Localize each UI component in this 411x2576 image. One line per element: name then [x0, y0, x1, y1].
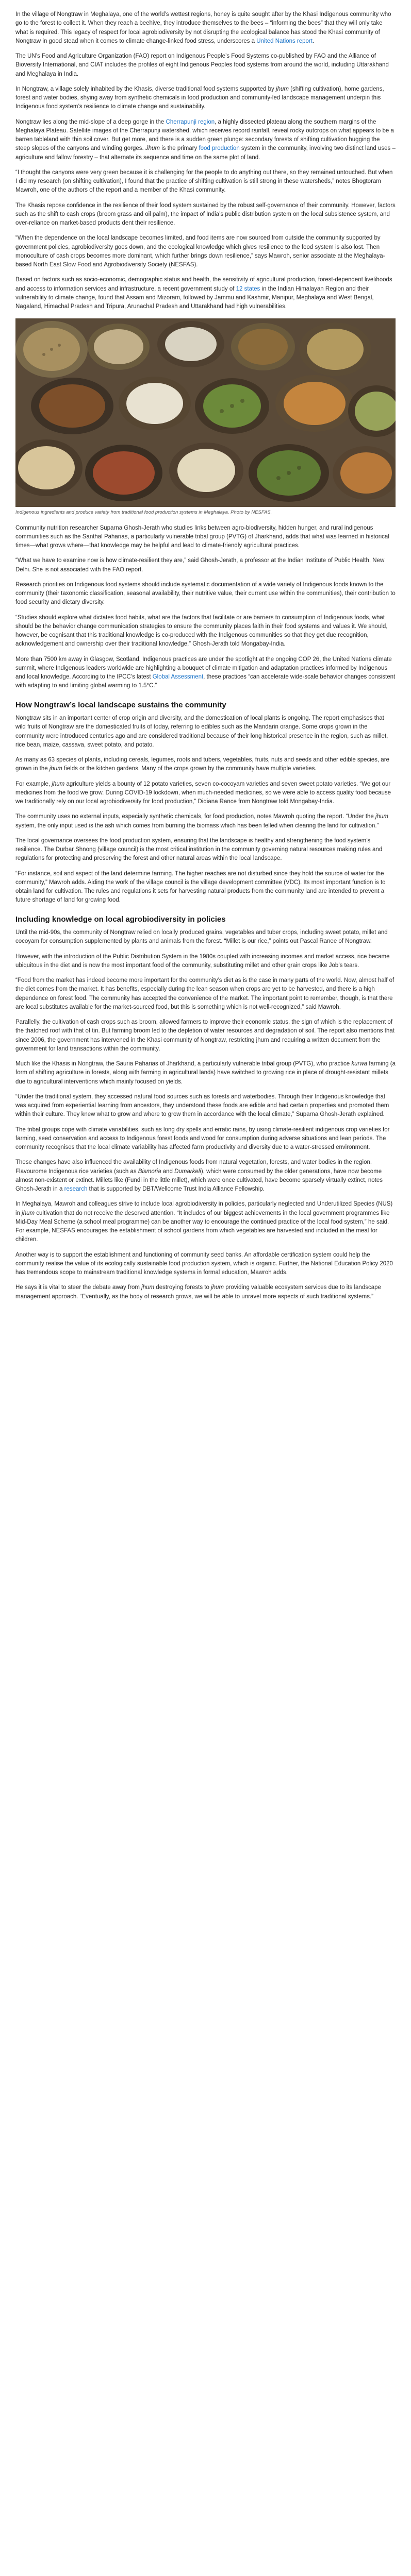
paragraph-text: Until the mid-90s, the community of Nongtraw relied on locally produced grains, vegetables and tuber crops, including sweet potato, millet and cocoyam for consumption supplemented by plants and animals from the forest. “Millet is our rice,” points out Pascal Ranee of Nongtraw. — [15, 929, 388, 945]
paragraph-text: Community nutrition researcher Suparna Ghosh-Jerath who studies links between agro-biodiversity, hidden hunger, and rural indigenous communities such as the Santhal Paharias, a particularly vulnerable tribal group (PVTG) of Jharkhand, adds that what was learned in historical times—what grows where—that knowledge may be helpful and lead to climate-friendly agricultural practices. — [15, 524, 389, 549]
paragraph-text: “When the dependence on the local landscape becomes limited, and food items are now sourced from outside the community supported by government policies, agrobiodiversity goes down, and the ecological knowledge which gives resilience to the food system is also lost. Then monoculture of cash crops becomes more dominant, which further brings down resilience,” says Mawroh, senior associate at the Meghalaya-based North East Slow Food and Agrobiodiversity Society (NESFAS). — [15, 235, 385, 268]
paragraph-text: agriculture yields a bounty of 12 potato varieties, seven co-cocoyam varieties and seven sweet potato varieties. “We got our medicines from the food we grow. During COVID-19 lockdown, when much-needed medicines, so we were able to access quality food because we traditionally rely on our local agrobiodiversity for food production,” Didiana Rance from Nongtraw told Mongabay-India. — [15, 781, 391, 805]
paragraph — [15, 1283, 396, 1301]
paragraph-text: in the Indian Himalayan Region and their vulnerability to climate change, found that Assam and Mizoram, followed by Jammu and Kashmir, Manipur, Meghalaya and West Bengal, Nagaland, Himachal Pradesh and Tripura, Arunachal Pradesh and Uttarakhand had high vulnerabilities. — [15, 285, 374, 310]
paragraph — [15, 870, 396, 905]
italic-term: jhum — [49, 766, 62, 772]
paragraph-text: , a highly dissected plateau along the southern margins of the Meghalaya Plateau. Satellite images of the Cherrapunji watershed, which receives record rainfall, reveal rocky outcrops on what appears to be a barren tableland with thin soil cover. But get more, and there is a sudden green plunge: secondary forests of shifting cultivation hugging the steep slopes of the canyons and winding gorges. — [15, 118, 394, 152]
inline-link[interactable]: 12 states — [236, 285, 260, 292]
italic-term: Bismoria — [138, 1168, 161, 1175]
paragraph — [15, 655, 396, 691]
paragraph-text: The community uses no external inputs, especially synthetic chemicals, for food production, notes Mawroh quoting the report. “Under the — [15, 814, 376, 820]
paragraph-text: In Meghalaya, Mawroh and colleagues strive to include local agrobiodiversity in policies, particularly neglected and Underutilized Species (NUS) in — [15, 1201, 393, 1216]
paragraph — [15, 52, 396, 79]
paragraph-text: ), which were consumed by the older generations, have now become almost non-existent or extinct. Millets like (Fundi in the little millet), which were once cultivated, have become sparsely virtually extinct, notes Ghosh-Jerath in a — [15, 1168, 383, 1192]
paragraph — [15, 234, 396, 269]
inline-link[interactable]: Global Assessment — [152, 674, 204, 680]
paragraph-text: The tribal groups cope with climate variabilities, such as long dry spells and erratic rains, by using climate-resilient indigenous crop varieties for farming, seed conservation and access to Indigenous forest foods and wood for consumption during adverse situations and lean periods. The community recognises that the local climate variability has affected farm productivity and diversity due to a water-stressed environment. — [15, 1126, 390, 1150]
italic-term: Jhum — [145, 145, 160, 152]
italic-term: jhum — [22, 1210, 35, 1216]
section-heading-landscape: How Nongtraw’s local landscape sustains the community — [15, 700, 226, 709]
paragraph — [15, 10, 396, 46]
paragraph — [15, 928, 396, 946]
italic-term: jhum — [141, 1284, 155, 1291]
paragraph-text: fields or the kitchen gardens. Many of the crops grown by the community have multiple varieties. — [62, 766, 317, 772]
paragraph-text: The local governance oversees the food production system, ensuring that the landscape is healthy and strengthening the food system’s resilience. The Durbar Shnong (village council) is the most critical institution in the community governing natural resources making rules and regulations for protecting and preserving the forest and other natural areas within the local landscape. — [15, 837, 383, 862]
paragraph-text: However, with the introduction of the Public Distribution System in the 1980s coupled with increasing incomes and market access, rice became ubiquitous in the diet and is now the most important food of the community, substituting millet and other grain crops like Job’s tears. — [15, 953, 390, 969]
paragraph-text: cultivation that do not receive the deserved attention. “It includes of our biggest achievements in the local government programmes like Mid-Day Meal Scheme (a school meal programme) can be another way to encourage the continued practice of the local food system,” he said. For example, NESFAS encourages the establishment of school gardens from which vegetables are harvested and included in the meal for children. — [15, 1210, 390, 1243]
figure-caption: Indigenous ingredients and produce variety from traditional food production systems in Meghalaya. Photo by NESFAS. — [15, 510, 272, 516]
section-heading-policies: Including knowledge on local agrobiodiversity in policies — [15, 914, 226, 924]
paragraph-text: In Nongtraw, a village solely inhabited by the Khasis, diverse traditional food systems supported by — [15, 86, 276, 92]
paragraph-text: that is supported by DBT/Wellcome Trust India Alliance Fellowship. — [87, 1186, 265, 1192]
paragraph-text: The UN’s Food and Agriculture Organization (FAO) report on Indigenous People’s Food Systems co-published by FAO and the Alliance of Bioversity International, and CIAT includes the profiles of eight Indigenous Peoples food systems from around the world, including Uttarakhand and Meghalaya in India. — [15, 53, 389, 77]
paragraph — [15, 581, 396, 607]
paragraph-text: The Khasis repose confidence in the resilience of their food system sustained by the robust self-governance of their community. However, factors such as the shift to cash crops (broom grass and oil palm), the impact of India’s public distribution system on the local subsistence system, and over-reliance on market-based products dent their resilience. — [15, 202, 396, 226]
paragraph-text: Another way is to support the establishment and functioning of community seed banks. An affordable certification system could help the community realise the value of its ecologically sustainable food production system, which is organic. Further, the National Education Policy 2020 has tremendous scope to mainstream traditional knowledge systems in formal education, Mawroh adds. — [15, 1251, 393, 1276]
paragraph-text: (shifting cultivation), home gardens, forest and water bodies, shying away from synthetic chemicals in food production and community-led landscape management underpin this Indigenous food system’s resilience to climate change and sustainability. — [15, 86, 384, 110]
paragraph — [15, 1158, 396, 1194]
paragraph-text: . — [312, 38, 315, 44]
paragraph-text: “Studies should explore what dictates food habits, what are the factors that facilitate or are barriers to consumption of Indigenous foods, what should be the behavior change communication strategies to ensure the community places faith in their food systems and values it. We should, however, be cognisant that this traditional knowledge is co-produced with the Indigenous communities so that they get due recognition, acknowledgement and ownership over their traditional knowledge,” Ghosh-Jerath told Mongabay-India. — [15, 614, 388, 648]
paragraph-text: As many as 63 species of plants, including cereals, legumes, roots and tubers, vegetables, fruits, nuts and seeds and other edible species, are grown in the — [15, 757, 389, 772]
italic-term: jhum — [375, 814, 388, 820]
paragraph-text: For example, — [15, 781, 52, 787]
paragraph-text: system in the community, involving two distinct land uses – agriculture and fallow forestry – that alternate its sequence and time on the same plot of land. — [15, 145, 396, 161]
food-produce-photo — [15, 318, 396, 507]
paragraph — [15, 85, 396, 112]
paragraph — [15, 1200, 396, 1244]
paragraph — [15, 1060, 396, 1087]
paragraph-text: “Under the traditional system, they accessed natural food sources such as forests and waterbodies. Through their Indigenous knowledge that was acquired from experiential learning from ancestors, they understood these foods are edible and had certain properties and promoted them within their culture. They knew what to grow and where to grow them in accordance with the local climate,” Suparna Ghosh-Jerath explained. — [15, 1093, 389, 1118]
inline-link[interactable]: research — [64, 1186, 88, 1192]
paragraph-text: “I thought the canyons were very green because it is challenging for the people to do anything out there, so they remained untouched. But when I did my research (on shifting cultivation), I found that the practice of shifting cultivation is still strong in these watersheds,” notes Bhogtoram Mawroh, one of the authors of the report and a member of the Khasi community. — [15, 169, 393, 194]
paragraph-text: Nongtraw lies along the mid-slope of a deep gorge in the — [15, 118, 166, 125]
italic-term: jhum — [52, 781, 65, 787]
paragraph-text: “Food from the market has indeed become more important for the community’s diet as is the case in many parts of the world. Now, almost half of the diet comes from the market. It has benefits, especially during the lean season when crops are yet to be harvested, and there is a high dependence on forest food. The community has accepted the convenience of the market. The important point to remember, though, is that there are local substitutes available for the market-sourced food, but this is something which is not well-recognized,” said Mawroh. — [15, 977, 394, 1010]
paragraph — [15, 1018, 396, 1054]
section-landscape-body — [15, 714, 396, 905]
paragraph-text: is the primary — [160, 145, 199, 152]
paragraph-text: These changes have also influenced the availability of Indigenous foods from natural vegetation, forests, and water bodies in the region. Flavourome Indigenous rice varieties (such as — [15, 1159, 372, 1175]
paragraph-text: destroying forests to — [154, 1284, 211, 1291]
paragraph-text: Much like the Khasis in Nongtraw, the Sauria Paharias of Jharkhand, a particularly vulnerable tribal group (PVTG), who practice — [15, 1061, 352, 1067]
paragraph — [15, 524, 396, 551]
paragraph-text: farming (a form of shifting agriculture in forests, along with farming in agricultural lands) have switched to growing rice in place of drought-resistant millets due to agricultural interventions which mainly focused on yields. — [15, 1061, 396, 1085]
paragraph-text: , these practices “can accelerate wide-scale behavior changes consistent with adapting to and limiting global warming to 1.5°C.” — [15, 674, 396, 689]
italic-term: kurwa — [351, 1061, 368, 1067]
italic-term: jhum — [276, 86, 289, 92]
paragraph — [15, 118, 396, 162]
paragraph-text: system, the only input used is the ash which comes from burning the biomass which has been felled when clearing the land for cultivation.” — [15, 822, 379, 829]
inline-link[interactable]: food production — [199, 145, 240, 152]
article-intro — [15, 10, 396, 311]
paragraph — [15, 756, 396, 774]
italic-term: Dumarkeli — [174, 1168, 201, 1175]
paragraph-text: Nongtraw sits in an important center of crop origin and diversity, and the domestication of local plants is ongoing. The report emphasises that wild fruits of Nongtraw are the domesticated fruits of today, referring to edibles such as the Mandarin orange. Some crops grown in the community were introduced centuries ago and are considered traditional because of their long historical presence in the region, such as millet, rice bean, maize, cassava, sweet potato, and potato. — [15, 715, 388, 748]
paragraph — [15, 714, 396, 750]
article-figure — [15, 318, 396, 507]
paragraph-text: He says it is vital to steer the debate away from — [15, 1284, 142, 1291]
paragraph — [15, 953, 396, 971]
paragraph — [15, 1093, 396, 1120]
paragraph — [15, 812, 396, 831]
paragraph-text: Research priorities on Indigenous food systems should include systematic documentation of a wide variety of Indigenous foods known to the community (their taxonomic classification, seasonal availability, their nutritive value, their current use within the communities), their contribution to food security and dietary diversity. — [15, 581, 396, 606]
paragraph — [15, 276, 396, 311]
paragraph — [15, 556, 396, 574]
article-body-continued — [15, 524, 396, 691]
italic-term: jhum — [211, 1284, 224, 1291]
paragraph — [15, 168, 396, 195]
inline-link[interactable]: Cherrapunji region — [166, 118, 215, 125]
paragraph — [15, 1251, 396, 1278]
paragraph — [15, 837, 396, 863]
paragraph — [15, 201, 396, 228]
paragraph-text: providing valuable ecosystem services due to its landscape management approach. “Eventually, as the body of research grows, we will be able to unravel more aspects of such traditional systems.” — [15, 1284, 381, 1300]
paragraph — [15, 1126, 396, 1153]
paragraph-text: More than 7500 km away in Glasgow, Scotland, Indigenous practices are under the spotlight at the ongoing COP 26, the United Nations climate summit, where Indigenous leaders worldwide are highlighting a bouquet of climate mitigation and adaptation practices informed by Indigenous and local knowledge. According to the IPCC’s latest — [15, 656, 392, 680]
paragraph — [15, 614, 396, 649]
paragraph-text: “What we have to examine now is how climate-resilient they are,” said Ghosh-Jerath, a professor at the Indian Institute of Public Health, New Delhi. She is not associated with the FAO report. — [15, 557, 385, 573]
inline-link[interactable]: United Nations report — [256, 38, 313, 44]
paragraph-text: and — [161, 1168, 175, 1175]
paragraph-text: Based on factors such as socio-economic, demographic status and health, the sensitivity of agricultural production, forest-dependent livelihoods and access to information services and infrastructure, a recent government study of — [15, 277, 392, 292]
paragraph-text: “For instance, soil and aspect of the land determine farming. The higher reaches are not disturbed since they hold the source of water for the community,” Mawroh adds. Aiding the work of the village council is the village development committee (VDC). Its most important function is to obtain land for cultivation. The rules and regulations it sets for harvesting natural products from the community land are intended to prevent a future shortage of land for growing food. — [15, 870, 386, 904]
paragraph — [15, 780, 396, 807]
section-policies-body — [15, 928, 396, 1301]
paragraph — [15, 976, 396, 1012]
paragraph-text: Parallelly, the cultivation of cash crops such as broom, allowed farmers to improve their economic status, the sign of which is the replacement of the thatched roof with that of tin. But farming broom led to the depletion of water resources and degradation of soil. The report also mentions that since 2006, the government has intervened in the Khasi community of Nongtraw, restricting jhum and requiring a written document from the government for land transactions within the community. — [15, 1019, 394, 1052]
paragraph-text: In the village of Nongtraw in Meghalaya, one of the world’s wettest regions, honey is quite sought after by the Khasi Indigenous community who go to the forest to collect it. When they reach a beehive, they introduce themselves to the bees – “informing the bees” that they will only take what is required. This legacy of respect for local agrobiodiversity by not disrupting the ecological balance has stood the Khasi community of Nongtraw in good stead when it comes to climate change-linked food stress, underscores a — [15, 11, 391, 44]
